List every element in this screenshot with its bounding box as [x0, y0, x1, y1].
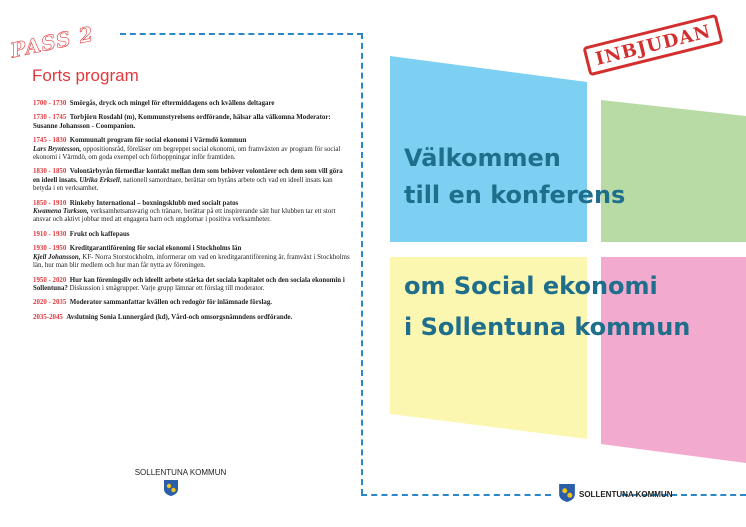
dashed-border-top [120, 33, 363, 35]
program-person: Kwamena Turkson, [33, 208, 89, 216]
program-title: Smörgås, dryck och mingel för eftermiddagens och kvällens deltagare [69, 100, 275, 107]
program-item [33, 314, 351, 322]
topic-line: om Social ekonomi [404, 272, 658, 300]
program-title: Moderator sammanfattar kvällen och redogör för inlämnade förslag. [69, 299, 273, 307]
program-item [33, 168, 351, 193]
program-title: Hur kan föreningsliv och ideellt arbete stärka det sociala kapitalet och den sociala ekonomin i Sollentuna? [33, 276, 345, 292]
program-item [33, 100, 351, 108]
program-title: Volontärbyrån förmedlar kontakt mellan dem som behöver volontärer och dem som vill göra en ideell insats. [33, 168, 343, 184]
program-detail: verksamhetsansvarig och tränare, berättar på ett inspirerande sätt hur klubben tar ett stort ansvar och aktivt jobbar med att engagera barn och ungdomar i positiva verksamheter. [33, 208, 336, 224]
invitation-stamp: INBJUDAN [582, 14, 723, 77]
program-title: Rinkeby International – boxningsklubb med socialt patos [69, 199, 239, 207]
program-item [33, 231, 351, 239]
program-title: Kommunalt program för social ekonomi i Värmdö kommun [69, 137, 247, 145]
program-time: 1830 - 1850 [33, 168, 67, 176]
program-detail: oppositionsråd, föreläser om begreppet social ekonomi, om framväxten av program för social ekonomi i Värmdö, om goda exempel och förhoppningar inför framtiden. [33, 145, 341, 162]
welcome-heading [404, 140, 625, 214]
program-time: 1700 - 1730 [33, 100, 67, 107]
topic-heading [404, 266, 690, 348]
program-time: 1930 - 1950 [33, 245, 67, 253]
program-title: Avslutning Sonia Lunnergård (kd), Vård-och omsorgsnämndens ordförande. [66, 313, 293, 321]
welcome-line: till en konferens [404, 181, 626, 209]
program-list [33, 100, 351, 328]
program-time: 1950 - 2020 [33, 276, 67, 284]
municipality-name-right: SOLLENTUNA KOMMUN [579, 490, 673, 499]
program-detail: KF- Norra Storstockholm, informerar om vad en kreditgarantiförening är, framväxt i Stockholms län, hur man blir medlem och hur man får nytta av föreningen. [33, 253, 350, 270]
program-time: 1910 - 1930 [33, 230, 67, 238]
program-item [33, 277, 351, 294]
page-title: Forts program [32, 66, 139, 85]
program-item [33, 299, 351, 307]
pass-label: PASS 2 [8, 21, 97, 63]
municipality-crest-icon [559, 484, 575, 502]
program-item [33, 114, 351, 131]
municipality-crest-icon [164, 480, 178, 496]
program-detail: , nationell samordnare, berättar om byråns arbete och vad en ideell insats kan betyda i en verksamhet. [33, 176, 333, 193]
program-title: Torbjörn Rosdahl (m), Kommunstyrelsens ordförande, hälsar alla välkomna Moderator: Susanne Johansson - Coompanion. [33, 114, 331, 130]
program-item [33, 245, 351, 270]
program-person: Lars Bryntesson, [33, 145, 82, 153]
municipality-name-left: SOLLENTUNA KOMMUN [134, 468, 227, 477]
program-person: Ulrika Erksell [79, 176, 120, 184]
program-time: 1730 - 1745 [33, 114, 67, 122]
program-time: 1850 - 1910 [33, 199, 67, 207]
topic-line: i Sollentuna kommun [404, 313, 691, 341]
program-time: 2020 - 2035 [33, 299, 67, 307]
program-item [33, 200, 351, 225]
welcome-line: Välkommen [404, 144, 561, 172]
program-time: 2035-2045 [33, 313, 63, 321]
window-panes-graphic [363, 0, 746, 495]
program-title: Kreditgarantiförening för social ekonomi i Stockholms län [69, 245, 242, 253]
program-item [33, 137, 351, 162]
program-time: 1745 - 1830 [33, 137, 67, 145]
program-detail: Diskussion i smågrupper. Varje grupp lämnar ett förslag till moderator. [69, 284, 265, 292]
program-title: Frukt och kaffepaus [69, 230, 130, 238]
program-person: Kjell Johansson, [33, 253, 81, 261]
